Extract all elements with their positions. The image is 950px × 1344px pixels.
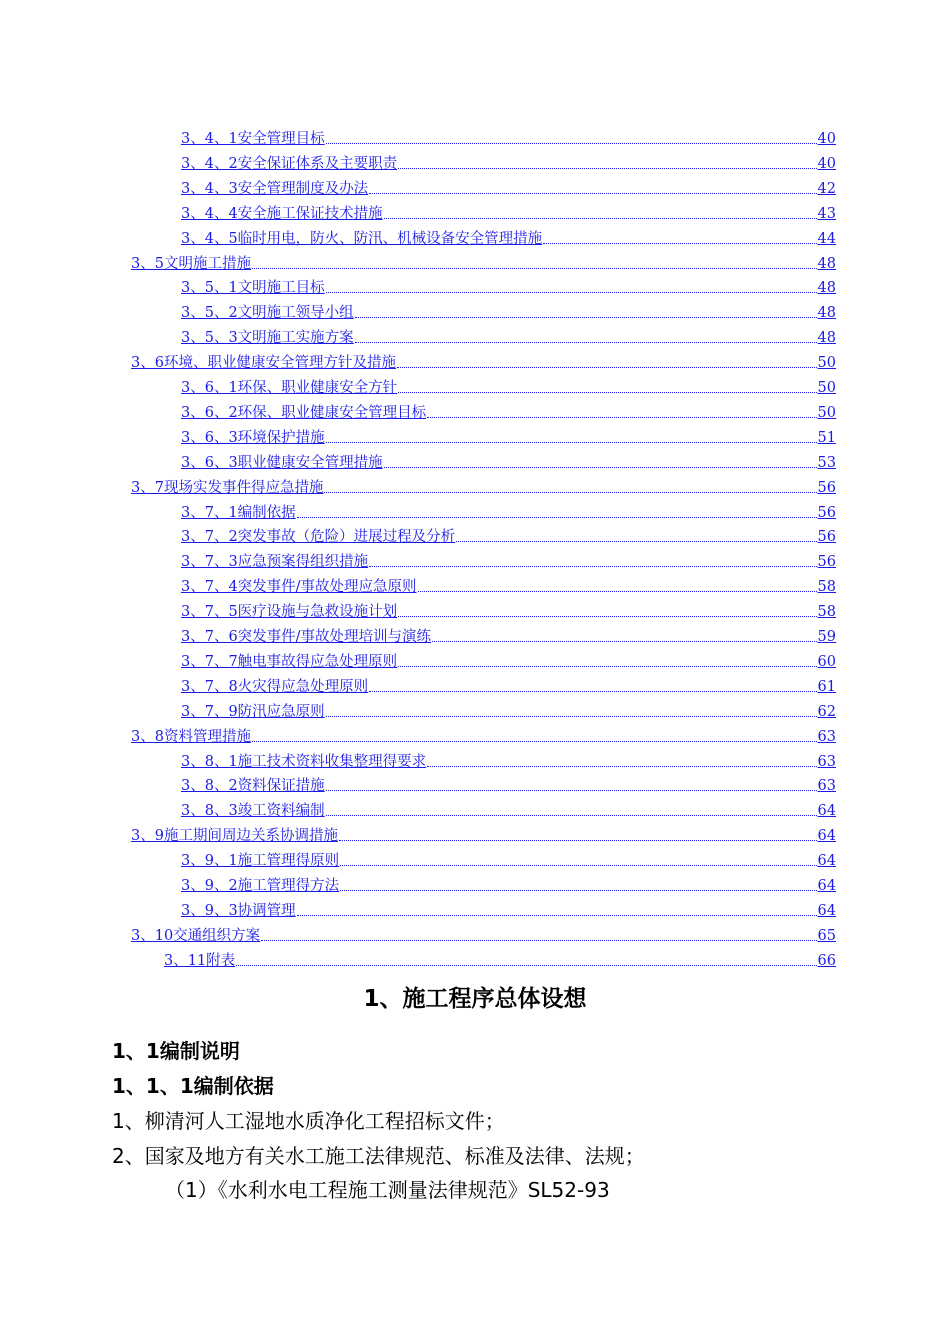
toc-page-number[interactable]: 58	[817, 579, 836, 596]
toc-leader-dots	[340, 864, 816, 866]
toc-entry-label[interactable]: 3、7、4突发事件/事故处理应急原则	[181, 579, 417, 596]
toc-entry-label[interactable]: 3、7、5医疗设施与急救设施计划	[181, 604, 398, 621]
toc-leader-dots	[326, 441, 817, 443]
toc-entry-label[interactable]: 3、8、1施工技术资料收集整理得要求	[181, 753, 427, 770]
toc-entry[interactable]	[181, 448, 836, 472]
toc-entry-label[interactable]: 3、9施工期间周边关系协调措施	[131, 828, 338, 845]
toc-entry[interactable]	[131, 921, 836, 945]
toc-entry-label[interactable]: 3、9、1施工管理得原则	[181, 853, 340, 870]
toc-leader-dots	[398, 167, 816, 169]
toc-page-number[interactable]: 50	[817, 355, 836, 372]
toc-page-number[interactable]: 56	[817, 529, 836, 546]
toc-entry[interactable]	[181, 224, 836, 248]
section-heading: 1、施工程序总体设想	[363, 986, 587, 1012]
toc-entry-label[interactable]: 3、7、6突发事件/事故处理培训与演练	[181, 629, 432, 645]
toc-entry-label[interactable]: 3、5文明施工措施	[131, 255, 251, 272]
toc-entry-label[interactable]: 3、8、2资料保证措施	[181, 778, 325, 795]
toc-leader-dots	[252, 740, 817, 742]
toc-leader-dots	[261, 939, 816, 941]
toc-leader-dots	[355, 341, 817, 343]
toc-entry[interactable]	[164, 946, 836, 970]
toc-page-number[interactable]: 51	[817, 429, 836, 446]
toc-entry[interactable]	[181, 597, 836, 621]
toc-entry-label[interactable]: 3、7、2突发事故（危险）进展过程及分析	[181, 529, 456, 546]
toc-entry[interactable]	[181, 871, 836, 895]
toc-page-number[interactable]: 56	[817, 554, 836, 571]
toc-leader-dots	[456, 540, 816, 542]
toc-leader-dots	[339, 839, 817, 841]
toc-leader-dots	[326, 715, 817, 717]
toc-entry-label[interactable]: 3、10交通组织方案	[131, 927, 261, 944]
toc-leader-dots	[398, 665, 816, 667]
toc-entry-label[interactable]: 3、4、1安全管理目标	[181, 131, 325, 147]
toc-leader-dots	[326, 142, 817, 144]
toc-leader-dots	[326, 789, 817, 791]
toc-page-number[interactable]: 56	[817, 504, 836, 521]
toc-entry[interactable]	[181, 796, 836, 820]
toc-entry-label[interactable]: 3、7、8火灾得应急处理原则	[181, 678, 369, 695]
toc-entry[interactable]	[181, 547, 836, 571]
toc-entry[interactable]	[131, 348, 836, 372]
toc-leader-dots	[326, 814, 817, 816]
toc-entry[interactable]	[181, 572, 836, 596]
toc-page-number[interactable]: 48	[817, 330, 836, 347]
toc-entry[interactable]	[181, 522, 836, 546]
toc-page-number[interactable]: 53	[817, 454, 836, 471]
toc-page-number[interactable]: 65	[817, 927, 836, 944]
toc-page-number[interactable]: 64	[817, 878, 836, 894]
toc-page-number[interactable]: 66	[817, 952, 836, 969]
toc-page-number[interactable]: 59	[817, 629, 836, 645]
paragraph: （1）《水利水电工程施工测量法律规范》SL52-93	[165, 1178, 610, 1202]
toc-entry-label[interactable]: 3、7、1编制依据	[181, 504, 296, 521]
toc-leader-dots	[369, 690, 816, 692]
toc-page-number[interactable]: 64	[817, 828, 836, 845]
toc-page-number[interactable]: 58	[817, 604, 836, 621]
toc-entry-label[interactable]: 3、7、3应急预案得组织措施	[181, 554, 369, 571]
toc-entry-label[interactable]: 3、9、3协调管理	[181, 902, 296, 919]
toc-leader-dots	[398, 391, 816, 393]
toc-entry[interactable]	[181, 199, 836, 223]
toc-entry-label[interactable]: 3、6、3职业健康安全管理措施	[181, 454, 383, 471]
toc-page-number[interactable]: 61	[817, 678, 836, 695]
toc-page-number[interactable]: 62	[817, 703, 836, 720]
toc-entry-label[interactable]: 3、4、4安全施工保证技术措施	[181, 205, 383, 222]
toc-leader-dots	[355, 316, 817, 318]
toc-leader-dots	[326, 291, 817, 293]
toc-entry-label[interactable]: 3、6、3环境保护措施	[181, 429, 325, 446]
toc-entry[interactable]	[181, 373, 836, 397]
toc-entry-label[interactable]: 3、4、5临时用电，防火、防汛、机械设备安全管理措施	[181, 230, 543, 247]
toc-entry-label[interactable]: 3、5、1文明施工目标	[181, 280, 325, 297]
toc-entry[interactable]	[181, 124, 836, 148]
toc-leader-dots	[297, 516, 817, 518]
toc-entry-label[interactable]: 3、5、3文明施工实施方案	[181, 330, 354, 347]
toc-entry[interactable]	[131, 473, 836, 497]
subsection-heading: 1、1编制说明	[112, 1039, 240, 1063]
toc-page-number[interactable]: 64	[817, 803, 836, 820]
toc-entry[interactable]	[181, 273, 836, 297]
toc-leader-dots	[236, 964, 816, 966]
toc-leader-dots	[340, 889, 816, 891]
toc-leader-dots	[384, 466, 817, 468]
toc-leader-dots	[369, 192, 816, 194]
toc-leader-dots	[369, 565, 816, 567]
toc-entry[interactable]	[181, 647, 836, 671]
toc-page-number[interactable]: 48	[817, 255, 836, 272]
toc-entry[interactable]	[181, 323, 836, 347]
toc-leader-dots	[398, 615, 816, 617]
toc-page-number[interactable]: 63	[817, 753, 836, 770]
toc-leader-dots	[397, 366, 817, 368]
toc-entry[interactable]	[181, 174, 836, 198]
toc-page-number[interactable]: 60	[817, 653, 836, 670]
toc-leader-dots	[543, 242, 816, 244]
toc-entry[interactable]	[131, 722, 836, 746]
toc-entry-label[interactable]: 3、6环境、职业健康安全管理方针及措施	[131, 355, 396, 372]
toc-entry[interactable]	[181, 622, 836, 646]
toc-page-number[interactable]: 63	[817, 778, 836, 795]
toc-page-number[interactable]: 50	[817, 404, 836, 421]
toc-leader-dots	[252, 267, 817, 269]
toc-leader-dots	[324, 491, 816, 493]
toc-entry[interactable]	[181, 298, 836, 322]
toc-leader-dots	[427, 765, 816, 767]
toc-entry-label[interactable]: 3、9、2施工管理得方法	[181, 878, 340, 894]
toc-leader-dots	[427, 416, 816, 418]
toc-page-number[interactable]: 48	[817, 280, 836, 297]
toc-leader-dots	[297, 914, 817, 916]
toc-entry-label[interactable]: 3、5、2文明施工领导小组	[181, 305, 354, 322]
toc-entry-label[interactable]: 3、4、3安全管理制度及办法	[181, 180, 369, 197]
toc-entry[interactable]	[181, 398, 836, 422]
toc-page-number[interactable]: 64	[817, 902, 836, 919]
toc-entry[interactable]	[181, 149, 836, 173]
toc-entry[interactable]	[181, 896, 836, 920]
toc-page-number[interactable]: 56	[817, 479, 836, 496]
toc-page-number[interactable]: 44	[817, 230, 836, 247]
toc-leader-dots	[418, 590, 817, 592]
toc-entry-label[interactable]: 3、7现场实发事件得应急措施	[131, 479, 324, 496]
toc-entry[interactable]	[181, 846, 836, 870]
toc-page-number[interactable]: 40	[817, 155, 836, 172]
toc-entry-label[interactable]: 3、4、2安全保证体系及主要职责	[181, 155, 398, 172]
toc-entry[interactable]	[181, 747, 836, 771]
toc-entry[interactable]	[181, 697, 836, 721]
toc-entry[interactable]	[131, 821, 836, 845]
toc-page-number[interactable]: 50	[817, 380, 836, 396]
toc-entry[interactable]	[181, 672, 836, 696]
toc-page-number[interactable]: 42	[817, 180, 836, 197]
toc-page-number[interactable]: 43	[817, 205, 836, 222]
toc-entry-label[interactable]: 3、6、2环保、职业健康安全管理目标	[181, 404, 427, 421]
paragraph: 1、柳清河人工湿地水质净化工程招标文件；	[112, 1109, 505, 1133]
toc-page-number[interactable]: 64	[817, 853, 836, 870]
toc-entry[interactable]	[181, 771, 836, 795]
toc-entry-label[interactable]: 3、8、3竣工资料编制	[181, 803, 325, 820]
toc-entry-label[interactable]: 3、7、7触电事故得应急处理原则	[181, 653, 398, 670]
subsubsection-heading: 1、1、1编制依据	[112, 1074, 274, 1098]
toc-entry-label[interactable]: 3、7、9防汛应急原则	[181, 703, 325, 720]
toc-leader-dots	[384, 217, 817, 219]
paragraph: 2、国家及地方有关水工施工法律规范、标准及法律、法规；	[112, 1144, 645, 1168]
toc-page-number[interactable]: 63	[817, 728, 836, 745]
toc-entry-label[interactable]: 3、11附表	[164, 952, 236, 969]
toc-page-number[interactable]: 48	[817, 305, 836, 322]
toc-page-number[interactable]: 40	[817, 131, 836, 147]
toc-entry-label[interactable]: 3、6、1环保、职业健康安全方针	[181, 380, 398, 396]
toc-leader-dots	[432, 640, 816, 642]
toc-entry[interactable]	[181, 423, 836, 447]
toc-entry[interactable]	[181, 498, 836, 522]
toc-entry-label[interactable]: 3、8资料管理措施	[131, 728, 251, 745]
toc-entry[interactable]	[131, 249, 836, 273]
